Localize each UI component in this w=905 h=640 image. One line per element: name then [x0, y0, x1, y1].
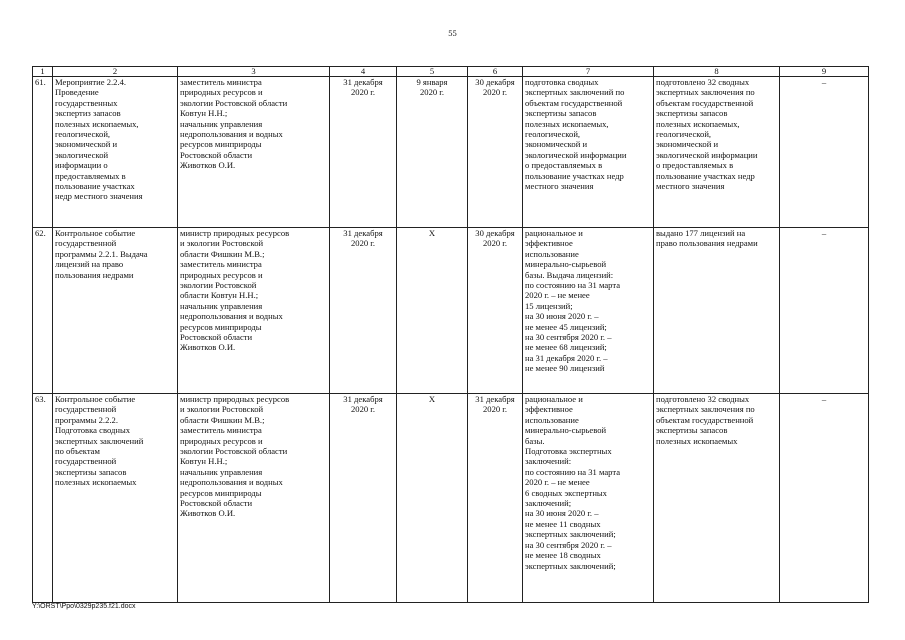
table-row [33, 394, 869, 603]
event-cell: Контрольное событие государственной программы 2.2.2. Подготовка сводных экспертных заключений по объектам государственной экспертизы запасов полезных ископаемых [53, 394, 178, 603]
report-table [32, 66, 869, 603]
responsible-cell: министр природных ресурсов и экологии Ростовской области Фишкин М.В.; заместитель министра природных ресурсов и экологии Ростовской области Ковтун Н.Н.; начальник управления недропользования и водных ресурсов минприроды Ростовской области Животков О.И. [178, 394, 330, 603]
plan-date-cell: 31 декабря 2020 г. [330, 394, 397, 603]
event-cell: Контрольное событие государственной программы 2.2.1. Выдача лицензий на право пользования недрами [53, 228, 178, 394]
fact-end-cell: 30 декабря 2020 г. [468, 77, 523, 228]
responsible-cell: заместитель министра природных ресурсов и экологии Ростовской области Ковтун Н.Н.; начальник управления недропользования и водных ресурсов минприроды Ростовской области Животков О.И. [178, 77, 330, 228]
col-header: 2 [53, 67, 178, 77]
col-header: 3 [178, 67, 330, 77]
col-header: 9 [780, 67, 869, 77]
col-header: 1 [33, 67, 53, 77]
table-row [33, 228, 869, 394]
document-path-footer: Y:\ORST\Ppo\0329p235.f21.docx [32, 603, 136, 610]
col-header: 7 [523, 67, 654, 77]
row-number: 62. [33, 228, 53, 394]
note-cell: – [780, 228, 869, 394]
actual-result-cell: подготовлено 32 сводных экспертных заключения по объектам государственной экспертизы запасов полезных ископаемых, геологической, экономической и экологической информации о предоставляемых в пользование участках недр местного значения [654, 77, 780, 228]
fact-end-cell: 31 декабря 2020 г. [468, 394, 523, 603]
expected-result-cell: рациональное и эффективное использование минерально-сырьевой базы. Подготовка экспертных заключений: по состоянию на 31 марта 2020 г. – не менее 6 сводных экспертных заключений; на 30 июня 2020 г. – не менее 11 сводных экспертных заключений; на 30 сентября 2020 г. – не менее 18 сводных экспертных заключений; [523, 394, 654, 603]
fact-start-cell: X [397, 228, 468, 394]
table-row [33, 77, 869, 228]
actual-result-cell: подготовлено 32 сводных экспертных заключения по объектам государственной экспертизы запасов полезных ископаемых [654, 394, 780, 603]
col-header: 6 [468, 67, 523, 77]
column-number-row [33, 67, 869, 77]
page-number: 55 [448, 28, 457, 38]
plan-date-cell: 31 декабря 2020 г. [330, 77, 397, 228]
fact-start-cell: 9 января 2020 г. [397, 77, 468, 228]
event-cell: Мероприятие 2.2.4. Проведение государственных экспертиз запасов полезных ископаемых, геологической, экономической и экологической информации о предоставляемых в пользование участках недр местного значения [53, 77, 178, 228]
note-cell: – [780, 77, 869, 228]
col-header: 8 [654, 67, 780, 77]
col-header: 4 [330, 67, 397, 77]
expected-result-cell: рациональное и эффективное использование минерально-сырьевой базы. Выдача лицензий: по состоянию на 31 марта 2020 г. – не менее 15 лицензий; на 30 июня 2020 г. – не менее 45 лицензий; на 30 сентября 2020 г. – не менее 68 лицензий; на 31 декабря 2020 г. – не менее 90 лицензий [523, 228, 654, 394]
responsible-cell: министр природных ресурсов и экологии Ростовской области Фишкин М.В.; заместитель министра природных ресурсов и экологии Ростовской области Ковтун Н.Н.; начальник управления недропользования и водных ресурсов минприроды Ростовской области Животков О.И. [178, 228, 330, 394]
row-number: 61. [33, 77, 53, 228]
col-header: 5 [397, 67, 468, 77]
plan-date-cell: 31 декабря 2020 г. [330, 228, 397, 394]
row-number: 63. [33, 394, 53, 603]
note-cell: – [780, 394, 869, 603]
fact-end-cell: 30 декабря 2020 г. [468, 228, 523, 394]
fact-start-cell: X [397, 394, 468, 603]
expected-result-cell: подготовка сводных экспертных заключений по объектам государственной экспертизы запасов полезных ископаемых, геологической, экономической и экологической информации о предоставляемых в пользование участках недр местного значения [523, 77, 654, 228]
actual-result-cell: выдано 177 лицензий на право пользования недрами [654, 228, 780, 394]
